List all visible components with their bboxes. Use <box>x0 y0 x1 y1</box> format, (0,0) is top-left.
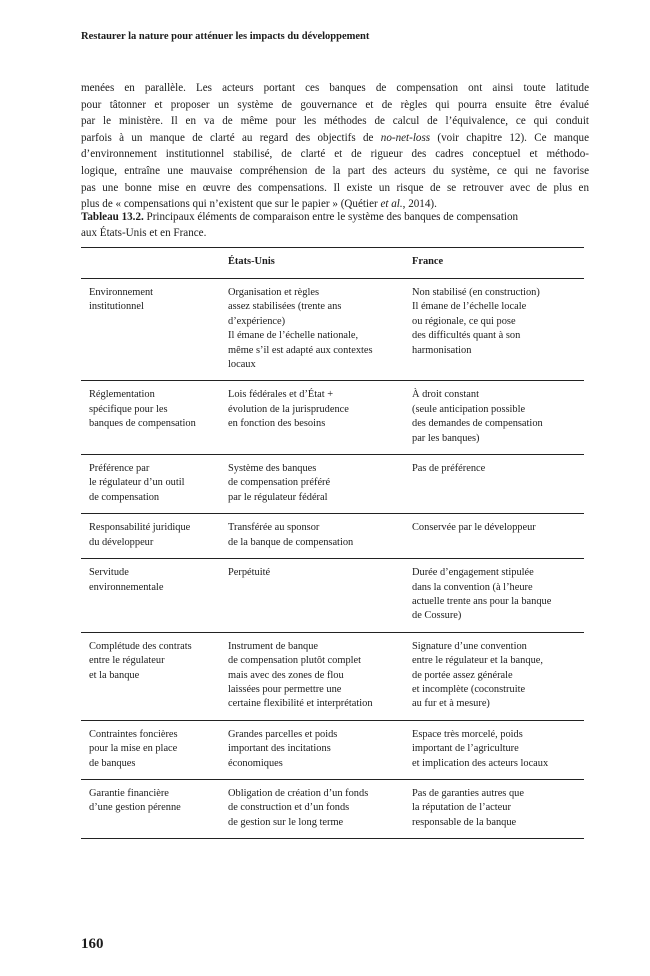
cell-line: Contraintes foncières <box>89 728 178 740</box>
criterion-cell <box>81 720 228 779</box>
header-cell-france: France <box>412 256 444 267</box>
criterion-cell <box>81 279 228 381</box>
cell-line: la réputation de l’acteur <box>412 802 511 814</box>
cell-line: même s’il est adapté aux contextes <box>228 344 373 356</box>
cell-line: Environnement <box>89 287 154 298</box>
table-row <box>81 381 584 455</box>
france-cell <box>412 381 584 455</box>
cell-line: Obligation de création d’un fonds <box>228 787 369 799</box>
cell-line: Servitude <box>89 567 129 579</box>
cell-line: de gestion sur le long terme <box>228 816 344 828</box>
table-row <box>81 514 584 559</box>
cell-line: locaux <box>228 359 256 371</box>
table-row <box>81 720 584 779</box>
cell-line: par les banques) <box>412 432 480 444</box>
cell-line: de portée assez générale <box>412 669 513 681</box>
cell-line: de banques <box>89 757 136 769</box>
cell-line: en fonction des besoins <box>228 418 326 430</box>
cell-line: banques de compensation <box>89 418 196 430</box>
cell-line: Lois fédérales et d’État + <box>228 389 334 401</box>
table-row <box>81 455 584 514</box>
criterion-cell <box>81 455 228 514</box>
cell-line: Pas de garanties autres que <box>412 787 524 799</box>
us-cell <box>228 279 412 381</box>
cell-line: entre le régulateur et la banque, <box>412 655 543 667</box>
france-cell <box>412 720 584 779</box>
cell-line: par le régulateur fédéral <box>228 491 328 503</box>
table-caption-label: Tableau 13.2. <box>81 211 144 223</box>
france-cell <box>412 779 584 838</box>
running-head: Restaurer la nature pour atténuer les impacts du développement <box>81 31 370 42</box>
cell-line: important de l’agriculture <box>412 743 519 755</box>
cell-line: de compensation préféré <box>228 477 331 489</box>
header-cell-us: États-Unis <box>228 256 275 267</box>
cell-line: Signature d’une convention <box>412 640 527 652</box>
cell-line: d’expérience) <box>228 315 286 327</box>
cell-line: Complétude des contrats <box>89 640 192 652</box>
cell-line: des difficultés quant à son <box>412 330 521 342</box>
emphasis: et al. <box>380 198 403 211</box>
us-cell <box>228 720 412 779</box>
cell-line: de compensation <box>89 491 160 503</box>
cell-line: environnementale <box>89 581 164 593</box>
page-number: 160 <box>81 936 104 952</box>
body-paragraph <box>81 80 589 213</box>
cell-line: (seule anticipation possible <box>412 403 526 415</box>
cell-line: Pas de préférence <box>412 463 486 475</box>
table-body <box>81 279 584 839</box>
cell-line: important des incitations <box>228 743 331 755</box>
cell-line: Préférence par <box>89 463 150 475</box>
cell-line: du développeur <box>89 536 154 548</box>
cell-line: Transférée au sponsor <box>228 522 320 534</box>
cell-line: pour la mise en place <box>89 743 178 755</box>
cell-line: institutionnel <box>89 301 144 313</box>
table-caption-text-continued: aux États-Unis et en France. <box>81 226 207 239</box>
criterion-cell <box>81 779 228 838</box>
table-caption <box>81 210 589 241</box>
cell-line: de la banque de compensation <box>228 536 354 548</box>
cell-line: Durée d’engagement stipulée <box>412 567 534 579</box>
cell-line: Il émane de l’échelle locale <box>412 301 527 313</box>
paragraph-line: d’environnement institutionnel stabilisé, de clarté et de rigueur des cadres conceptuel et méthodo- <box>81 148 589 161</box>
us-cell <box>228 381 412 455</box>
cell-line: Instrument de banque <box>228 640 319 652</box>
cell-line: économiques <box>228 757 283 769</box>
cell-line: de Cossure) <box>412 610 462 622</box>
cell-line: laissées pour permettre une <box>228 683 342 695</box>
cell-line: Espace très morcelé, poids <box>412 728 523 740</box>
criterion-cell <box>81 559 228 633</box>
paragraph-line: pas une bonne mise en œuvre des compensations. Il existe un risque de se retrouver avec de plus en <box>81 181 589 194</box>
cell-line: Grandes parcelles et poids <box>228 728 338 740</box>
france-cell <box>412 514 584 559</box>
cell-line: harmonisation <box>412 344 472 356</box>
paragraph-line: par le ministère. Il en va de même pour les méthodes de calcul de l’équivalence, ce qui conduit <box>81 115 589 128</box>
cell-line: Réglementation <box>89 389 155 401</box>
cell-line: au fur et à mesure) <box>412 698 490 710</box>
cell-line: Responsabilité juridique <box>89 522 191 534</box>
cell-line: ou régionale, ce qui pose <box>412 315 516 327</box>
france-cell <box>412 559 584 633</box>
us-cell <box>228 632 412 720</box>
paragraph-line: menées en parallèle. Les acteurs portant ces banques de compensation ont ainsi toute latitude <box>81 82 589 94</box>
cell-line: entre le régulateur <box>89 655 165 667</box>
france-cell <box>412 632 584 720</box>
paragraph-line: logique, entraîne une mauvaise compréhension de la part des acteurs du système, ce qui ne favorise <box>81 164 589 177</box>
comparison-table <box>81 247 584 839</box>
us-cell <box>228 514 412 559</box>
cell-line: le régulateur d’un outil <box>89 477 185 489</box>
cell-line: assez stabilisées (trente ans <box>228 301 342 313</box>
cell-line: et implication des acteurs locaux <box>412 757 549 769</box>
france-cell <box>412 455 584 514</box>
us-cell <box>228 779 412 838</box>
cell-line: À droit constant <box>412 389 479 401</box>
table-row <box>81 779 584 838</box>
cell-line: Garantie financière <box>89 787 169 799</box>
cell-line: spécifique pour les <box>89 403 168 415</box>
paragraph-line: plus de « compensations qui n’existent que sur le papier » (Quétier et al., 2014). <box>81 198 437 211</box>
cell-line: responsable de la banque <box>412 816 517 828</box>
cell-line: Organisation et règles <box>228 287 319 298</box>
table-row <box>81 559 584 633</box>
cell-line: actuelle trente ans pour la banque <box>412 595 552 607</box>
cell-line: de construction et d’un fonds <box>228 802 350 814</box>
criterion-cell <box>81 632 228 720</box>
france-cell <box>412 279 584 381</box>
criterion-cell <box>81 381 228 455</box>
cell-line: Conservée par le développeur <box>412 522 536 534</box>
us-cell <box>228 455 412 514</box>
cell-line: d’une gestion pérenne <box>89 802 181 814</box>
cell-line: mais avec des zones de flou <box>228 669 344 681</box>
cell-line: Système des banques <box>228 463 317 475</box>
table-row <box>81 632 584 720</box>
cell-line: évolution de la jurisprudence <box>228 403 349 415</box>
cell-line: certaine flexibilité et interprétation <box>228 698 373 710</box>
emphasis: no-net-loss <box>380 131 431 144</box>
paragraph-line: pour tâtonner et proposer un système de gouvernance et de règles qui pourra ensuite être évalué <box>81 98 589 111</box>
cell-line: dans la convention (à l’heure <box>412 581 533 593</box>
paragraph-line: parfois à un manque de clarté au regard des objectifs de no-net-loss (voir chapitre 12). Ce manque <box>81 131 589 144</box>
cell-line: et la banque <box>89 669 140 681</box>
table-row <box>81 279 584 381</box>
cell-line: de compensation plutôt complet <box>228 655 362 667</box>
cell-line: des demandes de compensation <box>412 418 543 430</box>
criterion-cell <box>81 514 228 559</box>
cell-line: Perpétuité <box>228 567 271 579</box>
cell-line: Non stabilisé (en construction) <box>412 287 540 298</box>
us-cell <box>228 559 412 633</box>
table-header-row <box>81 248 584 279</box>
table-caption-text: Principaux éléments de comparaison entre le système des banques de compensation <box>143 211 519 223</box>
header-cell-criterion <box>81 248 228 279</box>
cell-line: Il émane de l’échelle nationale, <box>228 330 359 342</box>
cell-line: et incomplète (coconstruite <box>412 683 526 695</box>
